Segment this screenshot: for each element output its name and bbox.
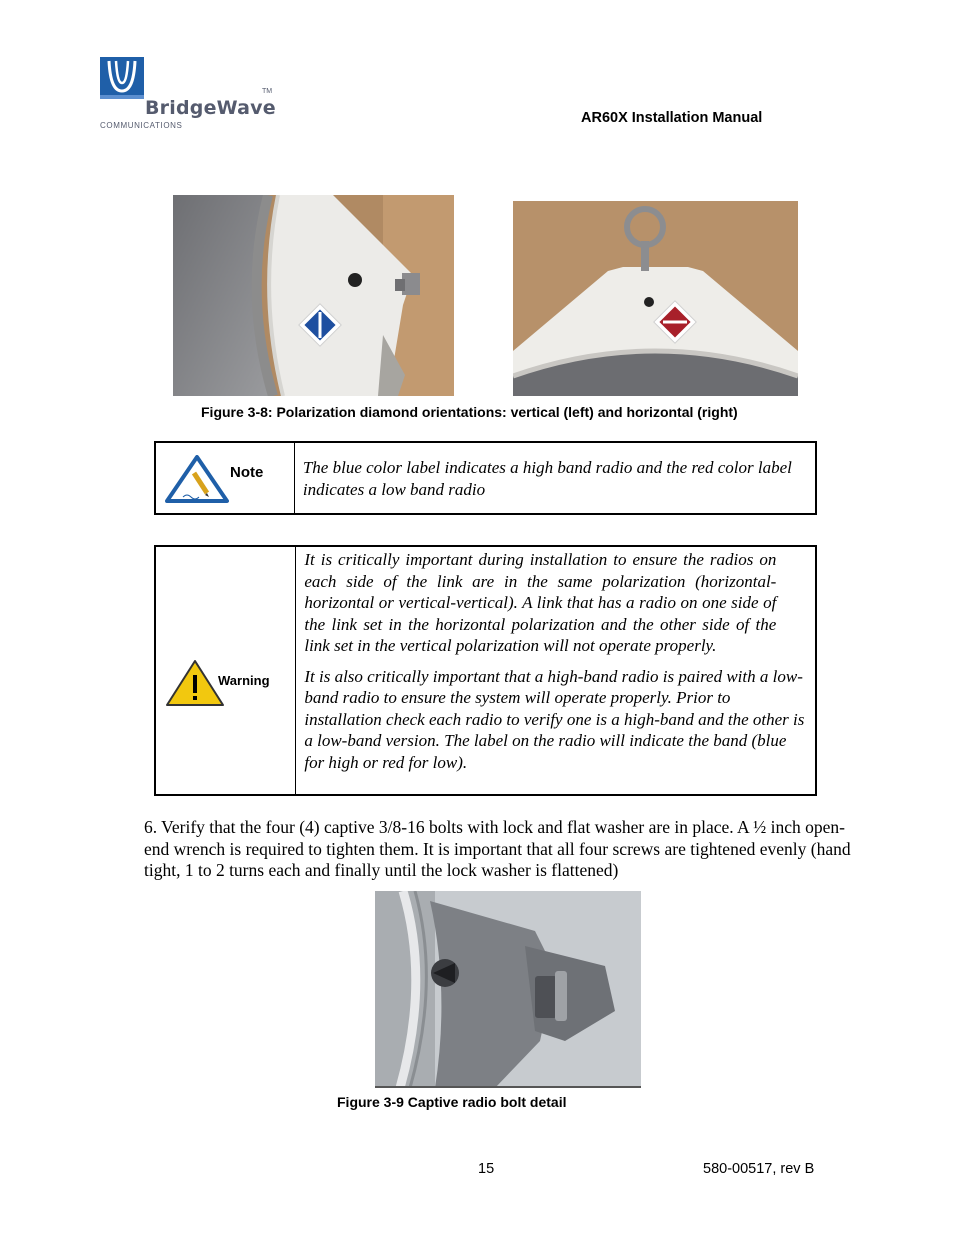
logo-trademark: TM bbox=[262, 88, 273, 95]
warning-text bbox=[296, 547, 815, 794]
figure-3-8-caption: Figure 3-8: Polarization diamond orientations: vertical (left) and horizontal (right) bbox=[201, 404, 738, 420]
warning-exclamation-icon bbox=[164, 658, 226, 708]
note-icon-cell bbox=[156, 443, 295, 513]
warning-label: Warning bbox=[218, 673, 270, 688]
photo-horizontal-polarization bbox=[513, 201, 798, 396]
note-label: Note bbox=[230, 464, 264, 481]
step-6-paragraph: 6. Verify that the four (4) captive 3/8-16 bolts with lock and flat washer are in place. A ½ inch open-end wrench is required to tighten them. It is important that all four screws are tightened evenly (hand tight, 1 to 2 turns each and finally until the lock washer is flattened) bbox=[144, 817, 851, 880]
warning-paragraph-2: It is also critically important that a high-band radio is paired with a low-band radio to ensure the system will operate properly. Prior to installation check each radio to verify one is a high-band and the other is a low-band version. The label on the radio will indicate the band (blue for high or red for low). bbox=[304, 666, 805, 772]
warning-paragraph-1: It is critically important during installation to ensure the radios on each side of the link are in the same polarization (horizontal-horizontal or vertical-vertical). A link that has a radio on one side of the link set in the horizontal polarization and the other side of the link set in the vertical polarization will not operate properly. bbox=[304, 550, 777, 655]
document-number: 580-00517, rev B bbox=[703, 1161, 815, 1177]
note-pencil-icon bbox=[165, 455, 229, 503]
warning-icon-cell bbox=[156, 547, 296, 794]
note-text: The blue color label indicates a high band radio and the red color label indicates a low band radio bbox=[302, 458, 792, 499]
photo-vertical-polarization bbox=[173, 195, 454, 396]
bridgewave-logo bbox=[100, 55, 280, 135]
manual-title: AR60X Installation Manual bbox=[581, 110, 763, 126]
warning-box bbox=[154, 545, 817, 796]
note-box bbox=[154, 441, 817, 515]
logo-brand-text: BridgeWave bbox=[145, 97, 276, 119]
photo-captive-bolt bbox=[375, 891, 641, 1088]
page-number: 15 bbox=[478, 1161, 495, 1177]
figure-3-9-caption: Figure 3-9 Captive radio bolt detail bbox=[337, 1094, 567, 1110]
bridgewave-logo-mark-icon bbox=[100, 55, 148, 103]
logo-subtitle: COMMUNICATIONS bbox=[100, 121, 183, 130]
